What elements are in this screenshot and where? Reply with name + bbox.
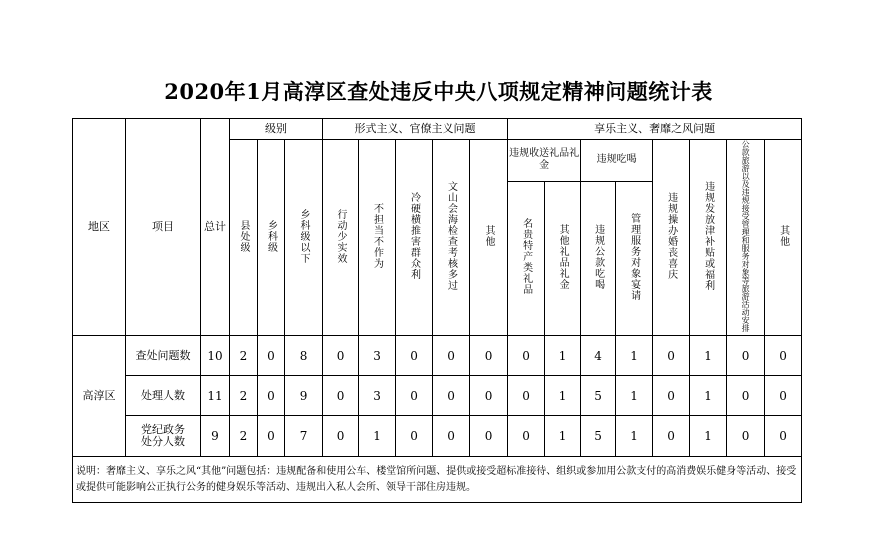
- cell: 0: [323, 336, 359, 376]
- header-hedonism-other: 其他: [777, 225, 789, 247]
- row-label: 查处问题数: [126, 336, 201, 376]
- cell: 1: [616, 376, 653, 416]
- header-level: 级别: [230, 119, 323, 140]
- cell: 0: [508, 416, 545, 457]
- statistics-table: [72, 118, 802, 503]
- cell: 7: [285, 416, 323, 457]
- header-dining-group: 违规吃喝: [581, 140, 653, 182]
- cell: 0: [765, 416, 802, 457]
- cell: 1: [690, 376, 727, 416]
- cell: 0: [433, 376, 470, 416]
- header-formalism-3: 冷硬横推害群众利: [408, 192, 420, 280]
- cell: 0: [653, 336, 690, 376]
- header-item: 项目: [126, 119, 201, 336]
- cell: 0: [470, 416, 508, 457]
- header-subsidy: 违规发放津补贴或福利: [702, 181, 714, 291]
- row-label: 党纪政务处分人数: [126, 416, 201, 457]
- cell: 1: [545, 376, 581, 416]
- cell: 5: [581, 416, 616, 457]
- header-wedding: 违规操办婚丧喜庆: [665, 192, 677, 280]
- cell: 5: [581, 376, 616, 416]
- cell: 0: [258, 376, 285, 416]
- cell: 4: [581, 336, 616, 376]
- cell: 0: [396, 376, 433, 416]
- cell: 0: [396, 336, 433, 376]
- cell: 0: [727, 336, 765, 376]
- cell: 0: [653, 416, 690, 457]
- cell: 9: [285, 376, 323, 416]
- cell: 0: [323, 416, 359, 457]
- cell: 1: [690, 416, 727, 457]
- header-hedonism: 享乐主义、奢靡之风问题: [508, 119, 802, 140]
- cell: 1: [616, 416, 653, 457]
- row-label: 处理人数: [126, 376, 201, 416]
- header-dining-2: 管理服务对象宴请: [628, 212, 640, 301]
- cell: 3: [359, 376, 396, 416]
- cell: 0: [727, 416, 765, 457]
- header-formalism-1: 行动少实效: [335, 208, 347, 264]
- cell: 11: [201, 376, 230, 416]
- header-dining-1: 违规公款吃喝: [592, 223, 604, 290]
- cell: 2: [230, 336, 258, 376]
- cell: 0: [653, 376, 690, 416]
- cell: 0: [470, 336, 508, 376]
- cell: 9: [201, 416, 230, 457]
- cell: 0: [258, 416, 285, 457]
- cell: 10: [201, 336, 230, 376]
- header-total: 总计: [201, 119, 230, 336]
- cell: 2: [230, 376, 258, 416]
- cell: 0: [727, 376, 765, 416]
- header-formalism: 形式主义、官僚主义问题: [323, 119, 508, 140]
- table-note: 说明：奢靡主义、享乐之风“其他”问题包括：违规配备和使用公车、楼堂馆所问题、提供或接受超标准接待、组织或参加用公款支付的高消费娱乐健身等活动、接受或提供可能影响公正执行公务的健身娱乐等活动、违规出入私人会所、领导干部住房违规。: [73, 457, 802, 503]
- header-level-below: 乡科级以下: [298, 208, 310, 264]
- page-title: 2020年1月高淳区查处违反中央八项规定精神问题统计表: [164, 79, 713, 104]
- cell: 0: [433, 416, 470, 457]
- header-formalism-other: 其他: [483, 225, 495, 247]
- header-formalism-2: 不担当不作为: [371, 203, 383, 269]
- header-level-township: 乡科级: [265, 219, 277, 253]
- cell: 1: [545, 336, 581, 376]
- cell: 2: [230, 416, 258, 457]
- cell: 0: [508, 336, 545, 376]
- cell: 0: [765, 336, 802, 376]
- header-level-county: 县处级: [238, 219, 249, 253]
- header-gift-1: 名贵特产类礼品: [520, 218, 532, 296]
- cell: 1: [545, 416, 581, 457]
- header-gift-2: 其他礼品礼金: [557, 223, 569, 290]
- cell: 0: [396, 416, 433, 457]
- region-cell: 高淳区: [73, 336, 126, 457]
- cell: 1: [690, 336, 727, 376]
- cell: 3: [359, 336, 396, 376]
- cell: 0: [508, 376, 545, 416]
- cell: 8: [285, 336, 323, 376]
- cell: 1: [616, 336, 653, 376]
- header-travel: 公款旅游以及违规接受管理和服务对象等旅游活动安排: [741, 140, 751, 332]
- header-gift-group: 违规收送礼品礼金: [508, 140, 581, 182]
- cell: 0: [433, 336, 470, 376]
- cell: 0: [258, 336, 285, 376]
- cell: 0: [323, 376, 359, 416]
- header-formalism-4: 文山会海检查考核多过: [445, 181, 457, 291]
- cell: 1: [359, 416, 396, 457]
- cell: 0: [765, 376, 802, 416]
- cell: 0: [470, 376, 508, 416]
- header-region: 地区: [73, 119, 126, 336]
